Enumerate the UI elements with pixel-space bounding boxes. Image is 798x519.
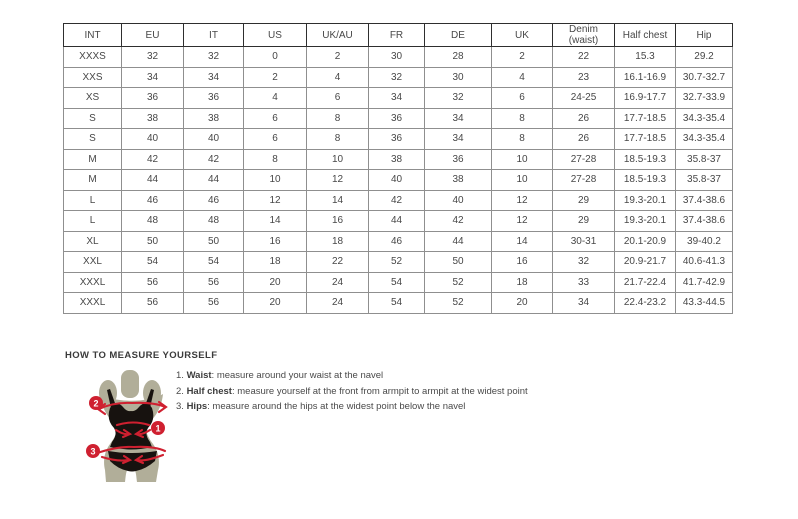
measure-step [176,385,528,401]
table-cell: 44 [184,170,244,191]
table-cell: L [64,211,122,232]
table-cell: 36 [369,108,425,129]
measurement-illustration [78,366,196,494]
table-cell: 4 [307,67,369,88]
table-cell: 26 [553,108,615,129]
table-cell: 46 [184,190,244,211]
column-header-eu: EU [122,24,184,47]
table-row [64,47,733,68]
table-cell: 33 [553,272,615,293]
table-cell: 29.2 [676,47,733,68]
table-cell: 6 [244,129,307,150]
table-cell: 6 [492,88,553,109]
table-cell: 39-40.2 [676,231,733,252]
table-cell: 2 [244,67,307,88]
table-cell: 17.7-18.5 [615,108,676,129]
mannequin-figure-icon [78,366,196,494]
measure-step [176,400,528,416]
table-cell: 54 [184,252,244,273]
table-cell: 56 [122,293,184,314]
table-cell: 16 [307,211,369,232]
table-cell: XXXS [64,47,122,68]
table-cell: 48 [122,211,184,232]
table-cell: 22 [307,252,369,273]
table-cell: 36 [369,129,425,150]
table-cell: 44 [369,211,425,232]
table-cell: 56 [122,272,184,293]
table-cell: 10 [244,170,307,191]
table-cell: 12 [492,211,553,232]
table-cell: 20 [244,272,307,293]
table-cell: 56 [184,293,244,314]
column-header-denim-waist-: Denim (waist) [553,24,615,47]
badge-1-label: 1 [155,423,161,434]
table-cell: 24 [307,272,369,293]
table-cell: 6 [244,108,307,129]
table-cell: XXXL [64,293,122,314]
table-cell: S [64,108,122,129]
table-cell: 16 [244,231,307,252]
table-cell: 38 [425,170,492,191]
table-cell: 32 [553,252,615,273]
table-cell: 4 [244,88,307,109]
table-cell: 42 [369,190,425,211]
table-cell: 52 [425,293,492,314]
table-cell: 19.3-20.1 [615,190,676,211]
step-label: Hips [186,401,208,412]
table-cell: 30 [425,67,492,88]
table-cell: 32 [122,47,184,68]
table-cell: 21.7-22.4 [615,272,676,293]
size-table-header-row [64,24,733,47]
table-cell: 0 [244,47,307,68]
table-cell: 34 [122,67,184,88]
table-cell: 32.7-33.9 [676,88,733,109]
table-cell: 32 [425,88,492,109]
table-cell: 35.8-37 [676,149,733,170]
table-cell: 17.7-18.5 [615,129,676,150]
table-cell: 6 [307,88,369,109]
table-cell: 46 [369,231,425,252]
table-cell: 46 [122,190,184,211]
table-cell: 29 [553,190,615,211]
table-cell: 15.3 [615,47,676,68]
table-cell: 42 [425,211,492,232]
table-row [64,190,733,211]
table-row [64,170,733,191]
measure-steps [176,369,528,416]
table-cell: 48 [184,211,244,232]
table-cell: 34 [184,67,244,88]
table-cell: 52 [425,272,492,293]
column-header-uk: UK [492,24,553,47]
table-cell: 29 [553,211,615,232]
table-cell: XL [64,231,122,252]
table-row [64,211,733,232]
table-cell: 32 [184,47,244,68]
table-cell: 16.9-17.7 [615,88,676,109]
table-cell: 40 [122,129,184,150]
table-cell: 36 [122,88,184,109]
table-cell: 54 [122,252,184,273]
table-row [64,293,733,314]
table-cell: 10 [307,149,369,170]
table-cell: 8 [307,129,369,150]
table-cell: 35.8-37 [676,170,733,191]
table-row [64,108,733,129]
table-cell: 43.3-44.5 [676,293,733,314]
table-cell: 40 [425,190,492,211]
table-cell: 34 [553,293,615,314]
table-cell: 24 [307,293,369,314]
table-cell: 16.1-16.9 [615,67,676,88]
table-cell: 12 [307,170,369,191]
table-cell: 10 [492,170,553,191]
table-cell: S [64,129,122,150]
table-cell: 32 [369,67,425,88]
table-cell: 36 [425,149,492,170]
table-cell: 50 [184,231,244,252]
table-cell: 28 [425,47,492,68]
table-cell: 12 [492,190,553,211]
table-cell: 34 [369,88,425,109]
table-cell: 12 [244,190,307,211]
table-cell: 30-31 [553,231,615,252]
step-label: Half chest [186,385,232,397]
table-row [64,272,733,293]
table-cell: 52 [369,252,425,273]
table-cell: 44 [425,231,492,252]
step-number: 3. [176,401,187,412]
table-row [64,129,733,150]
table-cell: 54 [369,293,425,314]
table-row [64,67,733,88]
table-cell: 23 [553,67,615,88]
table-cell: 44 [122,170,184,191]
table-cell: 50 [122,231,184,252]
step-number: 1. [176,370,187,381]
column-header-de: DE [425,24,492,47]
badge-2-label: 2 [93,398,99,409]
column-header-hip: Hip [676,24,733,47]
measure-step [176,369,528,385]
measure-guide-title: HOW TO MEASURE YOURSELF [65,350,218,361]
table-cell: 22 [553,47,615,68]
badge-3-label: 3 [90,446,96,457]
table-cell: 38 [184,108,244,129]
table-cell: 18 [492,272,553,293]
step-text: : measure yourself at the front from armpit to armpit at the widest point [231,385,528,397]
column-header-half-chest: Half chest [615,24,676,47]
step-text: : measure around the hips at the widest point below the navel [207,401,466,412]
table-cell: 40 [184,129,244,150]
size-table-body [64,47,733,314]
table-cell: 4 [492,67,553,88]
table-cell: L [64,190,122,211]
table-row [64,252,733,273]
table-cell: 14 [244,211,307,232]
table-cell: 19.3-20.1 [615,211,676,232]
table-cell: 26 [553,129,615,150]
column-header-it: IT [184,24,244,47]
table-cell: 8 [244,149,307,170]
table-cell: 42 [122,149,184,170]
column-header-int: INT [64,24,122,47]
table-cell: 50 [425,252,492,273]
table-cell: 18 [244,252,307,273]
size-conversion-table [63,23,733,314]
column-header-fr: FR [369,24,425,47]
table-cell: XXXL [64,272,122,293]
table-cell: 30.7-32.7 [676,67,733,88]
table-cell: 54 [369,272,425,293]
table-row [64,149,733,170]
table-cell: 56 [184,272,244,293]
table-cell: 8 [492,129,553,150]
table-cell: 2 [492,47,553,68]
table-cell: 18.5-19.3 [615,149,676,170]
table-row [64,231,733,252]
table-cell: 41.7-42.9 [676,272,733,293]
step-number: 2. [176,385,187,397]
table-cell: 20 [244,293,307,314]
table-row [64,88,733,109]
table-cell: 18 [307,231,369,252]
table-cell: 20.1-20.9 [615,231,676,252]
column-header-us: US [244,24,307,47]
step-label: Waist [186,370,212,381]
table-cell: 38 [369,149,425,170]
table-cell: XXL [64,252,122,273]
table-cell: 27-28 [553,170,615,191]
table-cell: 10 [492,149,553,170]
table-cell: 37.4-38.6 [676,211,733,232]
table-cell: 40 [369,170,425,191]
table-cell: 20.9-21.7 [615,252,676,273]
table-cell: 16 [492,252,553,273]
table-cell: 34 [425,129,492,150]
table-cell: 34.3-35.4 [676,108,733,129]
table-cell: 38 [122,108,184,129]
table-cell: XXS [64,67,122,88]
step-text: : measure around your waist at the navel [211,370,384,381]
table-cell: M [64,170,122,191]
table-cell: 40.6-41.3 [676,252,733,273]
table-cell: 20 [492,293,553,314]
table-cell: 2 [307,47,369,68]
table-cell: 18.5-19.3 [615,170,676,191]
table-cell: 24-25 [553,88,615,109]
table-cell: 36 [184,88,244,109]
table-cell: 8 [492,108,553,129]
table-cell: 34.3-35.4 [676,129,733,150]
column-header-uk-au: UK/AU [307,24,369,47]
table-cell: 14 [307,190,369,211]
table-cell: 30 [369,47,425,68]
table-cell: M [64,149,122,170]
table-cell: 14 [492,231,553,252]
table-cell: 22.4-23.2 [615,293,676,314]
table-cell: 42 [184,149,244,170]
table-cell: 27-28 [553,149,615,170]
table-cell: 37.4-38.6 [676,190,733,211]
table-cell: 8 [307,108,369,129]
table-cell: XS [64,88,122,109]
table-cell: 34 [425,108,492,129]
